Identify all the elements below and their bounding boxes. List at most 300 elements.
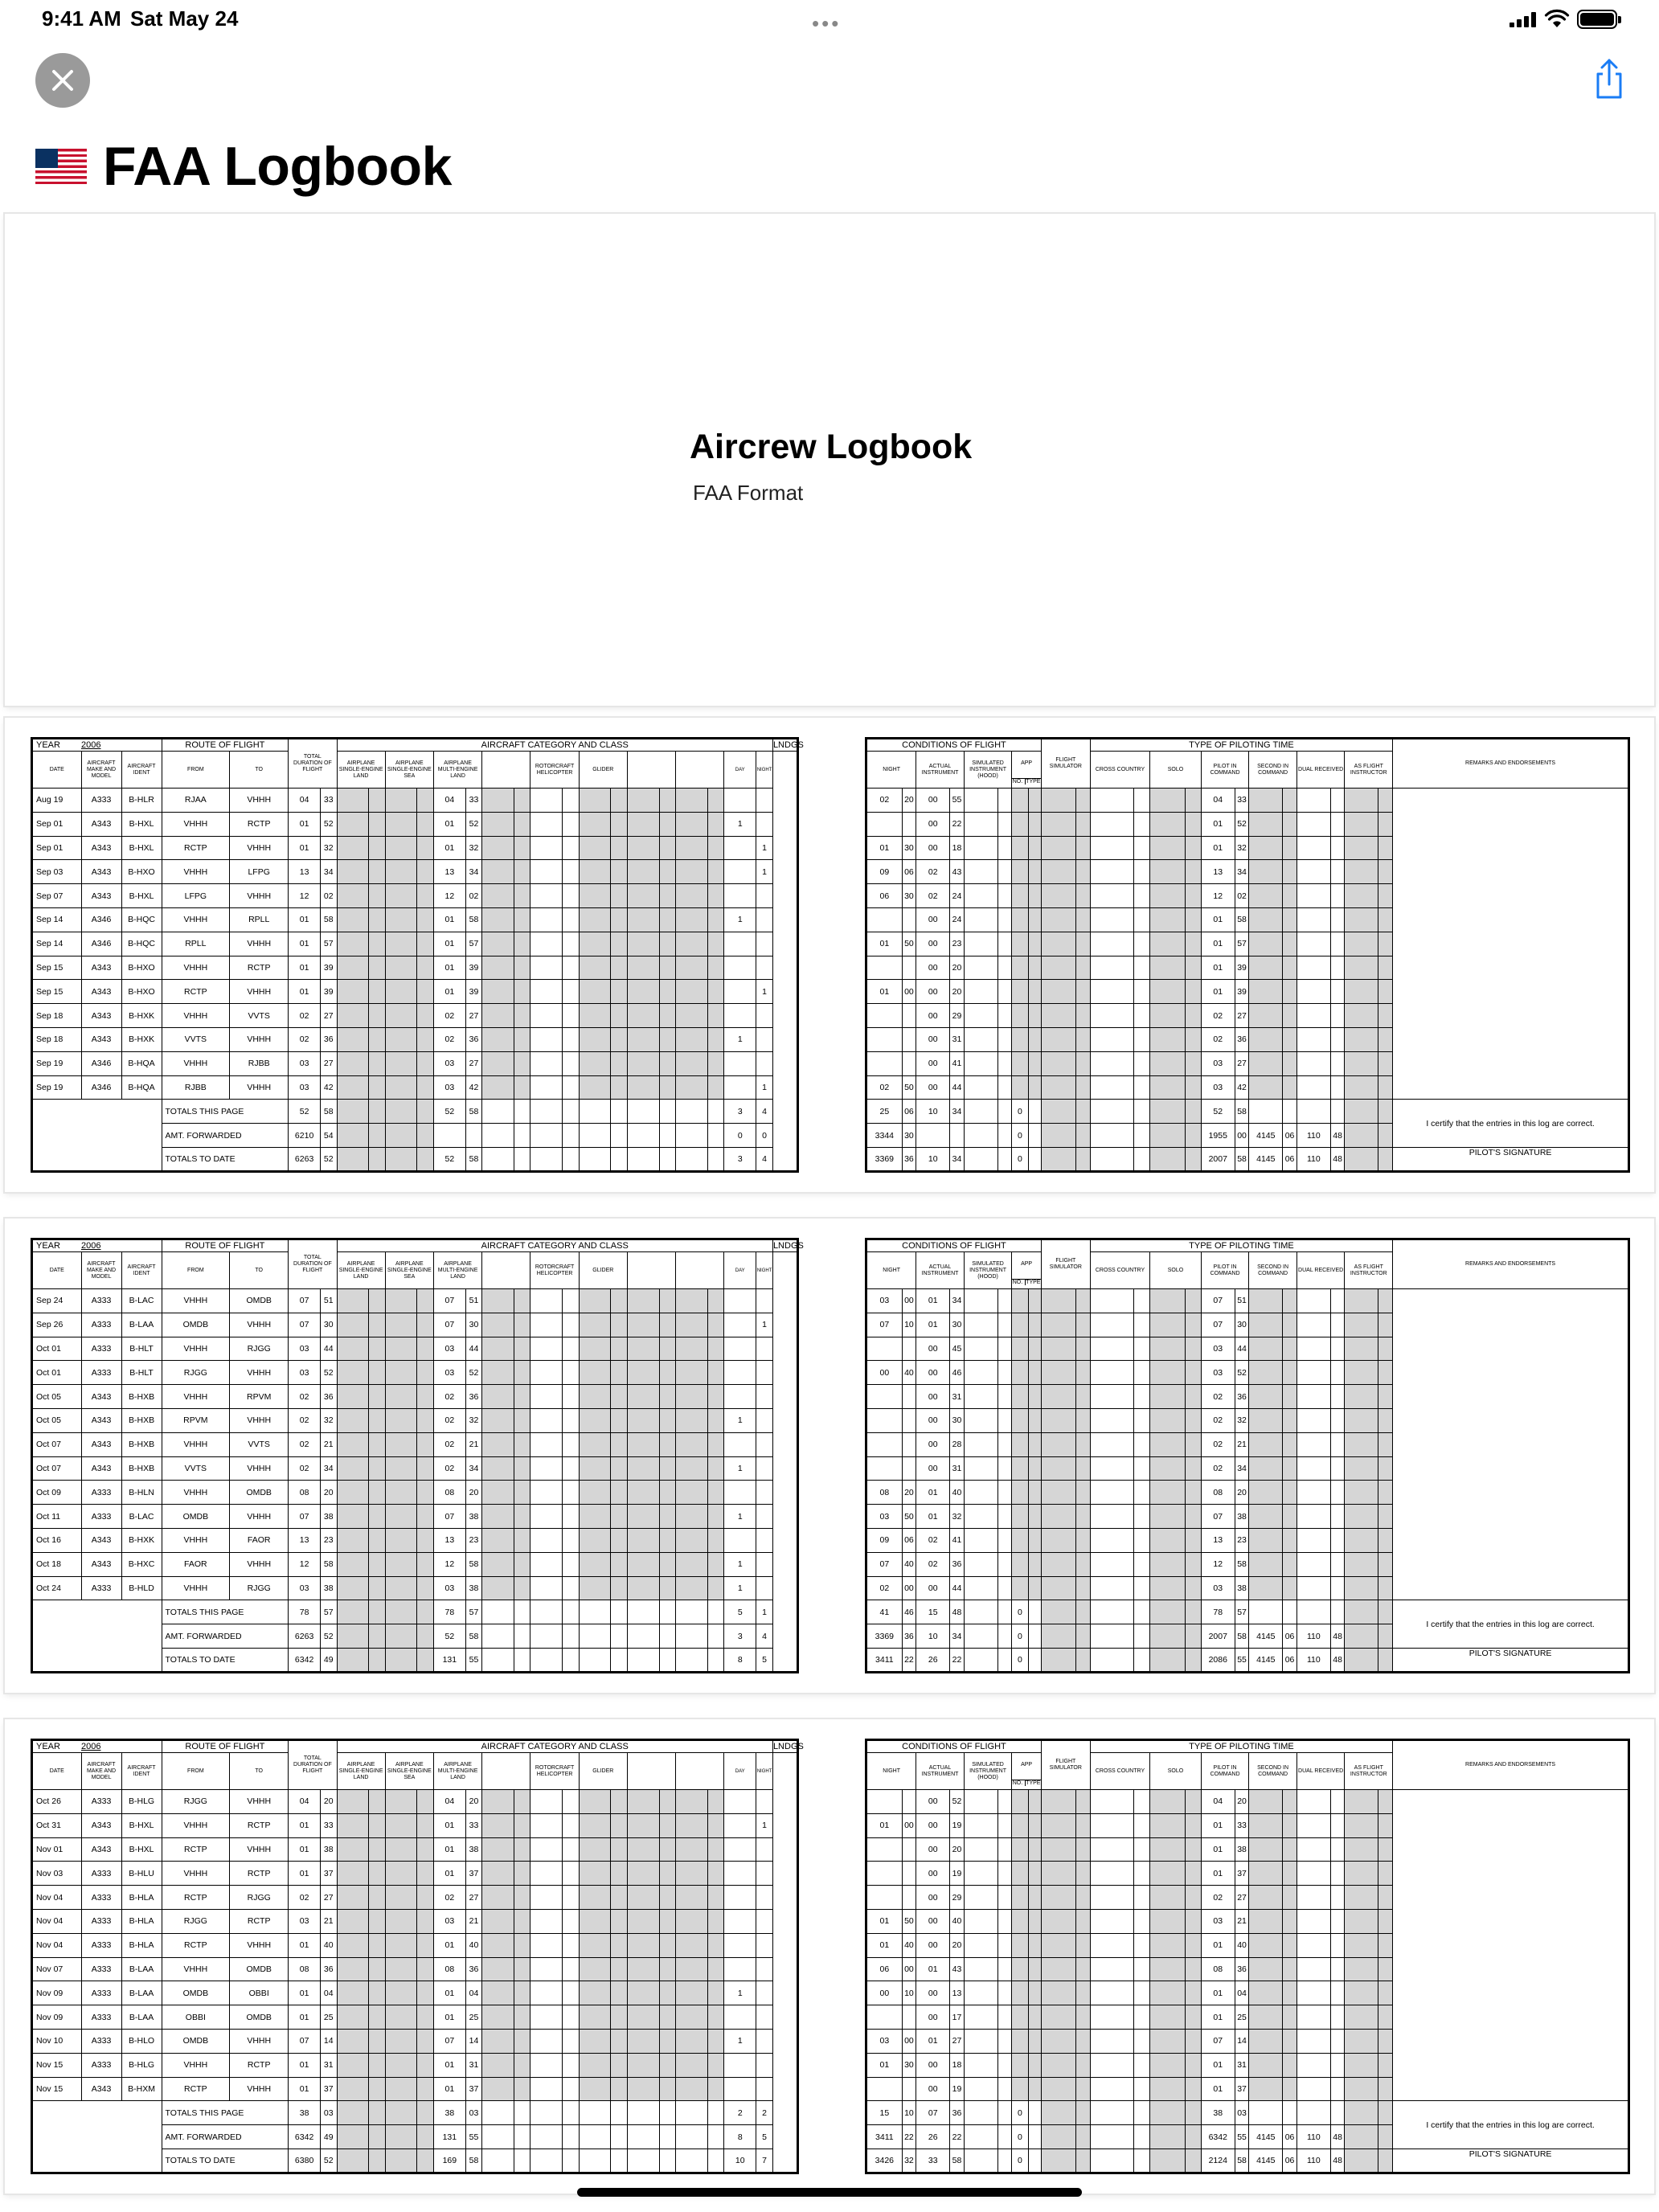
- flight-reg-cell: B-HXL: [121, 1813, 162, 1837]
- empty-cell: [1185, 860, 1201, 884]
- empty-cell: [482, 2149, 514, 2173]
- flight-date-cell: Sep 07: [32, 884, 82, 908]
- logbook-page[interactable]: [5, 1219, 1654, 1693]
- minutes-cell: 30: [320, 1313, 337, 1337]
- empty-cell: [337, 1862, 369, 1886]
- empty-cell: [659, 1456, 676, 1481]
- empty-cell: [1133, 1933, 1149, 1957]
- day-landings-cell: [724, 1432, 756, 1456]
- empty-cell: [1012, 884, 1028, 908]
- empty-cell: [1283, 1837, 1297, 1862]
- empty-cell: [627, 2029, 659, 2053]
- empty-cell: [530, 1981, 563, 2005]
- empty-cell: [1378, 1051, 1393, 1075]
- flight-reg-cell: B-HXB: [121, 1456, 162, 1481]
- ident-header: AIRCRAFT IDENT: [121, 1252, 162, 1289]
- empty-cell: [337, 1289, 369, 1313]
- empty-cell: [385, 1552, 417, 1576]
- dual-header: DUAL RECEIVED: [1296, 752, 1345, 789]
- flight-type-cell: A333: [81, 1361, 121, 1385]
- empty-cell: [1249, 1886, 1283, 1910]
- empty-cell: [1378, 1075, 1393, 1100]
- minutes-cell: 34: [1235, 1456, 1249, 1481]
- app-type-label: TYPE: [1026, 1279, 1041, 1285]
- minutes-cell: 00: [902, 1576, 916, 1600]
- night-landings-cell: [756, 1289, 773, 1313]
- empty-cell: [1283, 1361, 1297, 1385]
- empty-cell: [1028, 1862, 1041, 1886]
- minutes-cell: 36: [1235, 1027, 1249, 1051]
- empty-cell: [369, 1886, 386, 1910]
- minutes-cell: 22: [902, 2125, 916, 2149]
- empty-cell: [1041, 1981, 1075, 2005]
- flight-row: [866, 1909, 1629, 1933]
- flight-reg-cell: B-HLR: [121, 789, 162, 813]
- make-model-header: AIRCRAFT MAKE AND MODEL: [81, 1252, 121, 1289]
- empty-cell: [611, 1648, 628, 1672]
- empty-cell: [514, 1147, 530, 1171]
- flight-row: [866, 836, 1629, 860]
- empty-cell: [1345, 1147, 1378, 1171]
- empty-cell: [385, 2053, 417, 2077]
- empty-cell: [514, 1886, 530, 1910]
- empty-cell: [1345, 1552, 1378, 1576]
- empty-cell: [659, 1624, 676, 1649]
- cross-country-header: CROSS COUNTRY: [1090, 1252, 1149, 1289]
- empty-cell: [659, 1313, 676, 1337]
- empty-cell: [1041, 789, 1075, 813]
- day-landings-header: DAY: [724, 1252, 756, 1289]
- empty-cell: [1133, 1648, 1149, 1672]
- empty-cell: [1090, 789, 1133, 813]
- night-landings-cell: 1: [756, 860, 773, 884]
- minutes-cell: 06: [902, 860, 916, 884]
- minutes-cell: 34: [950, 1100, 965, 1124]
- empty-cell: [1133, 1385, 1149, 1409]
- empty-cell: [707, 2101, 724, 2125]
- minutes-cell: 39: [320, 956, 337, 980]
- empty-cell: [1012, 1886, 1028, 1910]
- flight-to-cell: VHHH: [230, 2077, 289, 2101]
- empty-cell: [530, 1505, 563, 1529]
- empty-cell: [659, 1886, 676, 1910]
- empty-cell: [1378, 860, 1393, 884]
- empty-cell: [964, 1624, 997, 1649]
- empty-cell: [1090, 1075, 1133, 1100]
- empty-cell: [997, 1957, 1012, 1981]
- empty-cell: [1330, 812, 1345, 836]
- wifi-icon: [1545, 8, 1569, 29]
- empty-cell: [1185, 1886, 1201, 1910]
- flight-type-cell: A343: [81, 1432, 121, 1456]
- hours-cell: 02: [433, 1385, 465, 1409]
- flight-row: [866, 1981, 1629, 2005]
- empty-cell: [964, 812, 997, 836]
- hours-cell: 110: [1296, 2149, 1330, 2173]
- empty-cell: [369, 2029, 386, 2053]
- hours-cell: 01: [1201, 2053, 1235, 2077]
- approaches-header: [1012, 1753, 1042, 1790]
- empty-cell: [369, 884, 386, 908]
- title-text: FAA Logbook: [103, 136, 452, 197]
- empty-cell: [1041, 2125, 1075, 2149]
- empty-cell: [1296, 1027, 1330, 1051]
- empty-cell: [563, 1576, 580, 1600]
- empty-cell: [707, 1432, 724, 1456]
- empty-cell: [563, 1957, 580, 1981]
- empty-cell: [659, 1075, 676, 1100]
- empty-cell: [1090, 1813, 1133, 1837]
- empty-cell: [627, 836, 659, 860]
- empty-cell: [1283, 1027, 1297, 1051]
- totals-row: [866, 1100, 1629, 1124]
- remarks-cell: [1393, 907, 1629, 932]
- empty-cell: [1133, 2101, 1149, 2125]
- minutes-cell: 40: [320, 1933, 337, 1957]
- approaches-total: 0: [1012, 1124, 1028, 1148]
- flight-from-cell: VVTS: [162, 1456, 230, 1481]
- minutes-cell: 36: [902, 1147, 916, 1171]
- empty-cell: [964, 1051, 997, 1075]
- empty-cell: [1133, 2125, 1149, 2149]
- category-header: AIRCRAFT CATEGORY AND CLASS: [337, 739, 772, 752]
- empty-cell: [417, 1051, 434, 1075]
- empty-cell: [964, 2101, 997, 2125]
- empty-cell: [482, 1600, 514, 1624]
- empty-cell: [1090, 1981, 1133, 2005]
- night-landings-cell: [756, 1790, 773, 1814]
- empty-cell: [964, 2077, 997, 2101]
- hours-cell: 03: [289, 1361, 321, 1385]
- empty-cell: [964, 1909, 997, 1933]
- logbook-page[interactable]: [5, 1719, 1654, 2194]
- empty-cell: [1090, 1790, 1133, 1814]
- empty-cell: [659, 884, 676, 908]
- empty-cell: [337, 1576, 369, 1600]
- empty-cell: [627, 1528, 659, 1552]
- empty-cell: [369, 1027, 386, 1051]
- empty-cell: [997, 860, 1012, 884]
- empty-cell: [563, 1552, 580, 1576]
- empty-cell: [1249, 1289, 1283, 1313]
- empty-cell: [1028, 812, 1041, 836]
- flight-row: [32, 2053, 798, 2077]
- empty-cell: [964, 2029, 997, 2053]
- year-header: [32, 1239, 162, 1252]
- hours-cell: 52: [433, 1100, 465, 1124]
- hours-cell: 13: [1201, 1528, 1235, 1552]
- flight-reg-cell: B-HQA: [121, 1051, 162, 1075]
- minutes-cell: 40: [902, 1552, 916, 1576]
- empty-cell: [627, 2125, 659, 2149]
- empty-cell: [997, 1124, 1012, 1148]
- empty-cell: [1076, 1624, 1091, 1649]
- year-label: YEAR: [36, 740, 60, 750]
- to-header: TO: [230, 1252, 289, 1289]
- close-button[interactable]: [35, 53, 90, 108]
- empty-cell: [676, 1790, 708, 1814]
- hours-cell: 01: [916, 1289, 950, 1313]
- hours-cell: 00: [866, 1981, 903, 2005]
- empty-cell: [1249, 1909, 1283, 1933]
- empty-cell: [1296, 2005, 1330, 2030]
- flight-row: [32, 1933, 798, 1957]
- night-landings-cell: [756, 1385, 773, 1409]
- empty-cell: [676, 1552, 708, 1576]
- flight-to-cell: VHHH: [230, 1505, 289, 1529]
- flight-type-cell: A333: [81, 2005, 121, 2030]
- flight-from-cell: RCTP: [162, 836, 230, 860]
- empty-cell: [997, 2077, 1012, 2101]
- hours-cell: 4145: [1249, 2125, 1283, 2149]
- empty-cell: [659, 1147, 676, 1171]
- empty-cell: [707, 1862, 724, 1886]
- empty-cell: [1012, 836, 1028, 860]
- remarks-cell: [1393, 1576, 1629, 1600]
- hours-cell: 04: [289, 1790, 321, 1814]
- minutes-cell: 30: [902, 884, 916, 908]
- hours-cell: [866, 1456, 903, 1481]
- empty-cell: [514, 860, 530, 884]
- night-landings-cell: [756, 1027, 773, 1051]
- flight-reg-cell: B-HXK: [121, 1027, 162, 1051]
- empty-cell: [611, 1505, 628, 1529]
- empty-cell: [1296, 1981, 1330, 2005]
- minutes-cell: 32: [320, 1408, 337, 1432]
- flight-to-cell: RJBB: [230, 1051, 289, 1075]
- empty-cell: [1028, 956, 1041, 980]
- empty-cell: [1345, 1648, 1378, 1672]
- minutes-cell: 58: [1235, 907, 1249, 932]
- empty-cell: [1378, 932, 1393, 956]
- empty-cell: [369, 1933, 386, 1957]
- empty-cell: [1185, 932, 1201, 956]
- share-button[interactable]: [1591, 58, 1627, 100]
- empty-cell: [579, 2005, 611, 2030]
- remarks-cell: [1393, 1837, 1629, 1862]
- remarks-cell: [1393, 1408, 1629, 1432]
- empty-cell: [1296, 836, 1330, 860]
- minutes-cell: 20: [902, 789, 916, 813]
- empty-cell: [1133, 1481, 1149, 1505]
- hours-cell: 01: [433, 2053, 465, 2077]
- empty-cell: [514, 836, 530, 860]
- empty-cell: [417, 1408, 434, 1432]
- minutes-cell: 51: [320, 1289, 337, 1313]
- empty-cell: [563, 2053, 580, 2077]
- day-landings-cell: [724, 1075, 756, 1100]
- flight-row: [866, 1313, 1629, 1337]
- empty-cell: [1345, 1886, 1378, 1910]
- empty-cell: [611, 907, 628, 932]
- empty-cell: [1345, 1456, 1378, 1481]
- empty-cell: [530, 1909, 563, 1933]
- empty-cell: [1041, 1600, 1075, 1624]
- empty-cell: [1330, 1027, 1345, 1051]
- empty-cell: [997, 1289, 1012, 1313]
- hours-cell: 01: [1201, 1981, 1235, 2005]
- empty-cell: [514, 1909, 530, 1933]
- home-indicator[interactable]: [577, 2188, 1082, 2197]
- hours-cell: [866, 1790, 903, 1814]
- empty-cell: [563, 1456, 580, 1481]
- empty-cell: [514, 2029, 530, 2053]
- empty-cell: [385, 907, 417, 932]
- hours-cell: 01: [866, 836, 903, 860]
- empty-cell: [1296, 1385, 1330, 1409]
- flight-row: [32, 812, 798, 836]
- empty-cell: [1041, 1648, 1075, 1672]
- empty-cell: [514, 1600, 530, 1624]
- flight-type-cell: A343: [81, 980, 121, 1004]
- empty-cell: [579, 956, 611, 980]
- empty-cell: [337, 1505, 369, 1529]
- empty-cell: [611, 1886, 628, 1910]
- empty-cell: [1249, 1313, 1283, 1337]
- totals-label: TOTALS TO DATE: [162, 2149, 289, 2173]
- empty-cell: [337, 1456, 369, 1481]
- empty-cell: [1076, 1528, 1091, 1552]
- multitasking-dots-icon[interactable]: •••: [812, 11, 842, 35]
- empty-cell: [1041, 2149, 1075, 2173]
- flight-to-cell: RPVM: [230, 1385, 289, 1409]
- empty-cell: [417, 1505, 434, 1529]
- minutes-cell: 21: [320, 1909, 337, 1933]
- hours-cell: 07: [1201, 1313, 1235, 1337]
- empty-cell: [997, 1505, 1012, 1529]
- hours-cell: 02: [289, 1408, 321, 1432]
- empty-cell: [1012, 1790, 1028, 1814]
- cfi-header: AS FLIGHT INSTRUCTOR: [1345, 1753, 1393, 1790]
- empty-cell: [1028, 836, 1041, 860]
- hours-cell: 02: [866, 789, 903, 813]
- empty-cell: [1249, 1337, 1283, 1361]
- piloting-header: TYPE OF PILOTING TIME: [1090, 1239, 1392, 1252]
- empty-cell: [707, 1886, 724, 1910]
- empty-cell: [337, 789, 369, 813]
- flight-reg-cell: B-HXL: [121, 812, 162, 836]
- empty-cell: [1090, 1027, 1133, 1051]
- empty-cell: [611, 1957, 628, 1981]
- minutes-cell: 20: [950, 1837, 965, 1862]
- hours-cell: 6210: [289, 1124, 321, 1148]
- hours-cell: 02: [433, 1408, 465, 1432]
- empty-cell: [1185, 1576, 1201, 1600]
- empty-cell: [997, 2101, 1012, 2125]
- hours-cell: 2007: [1201, 1624, 1235, 1649]
- empty-cell: [1150, 1481, 1185, 1505]
- empty-cell: [385, 860, 417, 884]
- hours-cell: 03: [433, 1576, 465, 1600]
- hours-cell: 01: [433, 1933, 465, 1957]
- empty-cell: [997, 1004, 1012, 1028]
- empty-cell: [1249, 1385, 1283, 1409]
- empty-cell: [563, 1862, 580, 1886]
- hours-cell: 00: [916, 1456, 950, 1481]
- empty-cell: [1028, 884, 1041, 908]
- empty-cell: [659, 860, 676, 884]
- empty-cell: [1150, 1624, 1185, 1649]
- flight-row: [866, 2029, 1629, 2053]
- empty-cell: [964, 1456, 997, 1481]
- cover-page[interactable]: [5, 214, 1654, 706]
- flight-row: [32, 932, 798, 956]
- flight-row: [32, 1481, 798, 1505]
- empty-cell: [1012, 1528, 1028, 1552]
- empty-cell: [1185, 1051, 1201, 1075]
- empty-cell: [611, 932, 628, 956]
- approaches-total: 0: [1012, 2125, 1028, 2149]
- hours-cell: 01: [866, 932, 903, 956]
- empty-cell: [482, 1337, 514, 1361]
- empty-cell: [1296, 1361, 1330, 1385]
- minutes-cell: 32: [465, 836, 482, 860]
- empty-cell: [530, 2101, 563, 2125]
- empty-cell: [627, 2101, 659, 2125]
- empty-cell: [514, 1337, 530, 1361]
- empty-cell: [1378, 1957, 1393, 1981]
- hours-cell: 01: [866, 2053, 903, 2077]
- flight-row: [32, 1790, 798, 1814]
- empty-cell: [1076, 956, 1091, 980]
- empty-cell: [1296, 789, 1330, 813]
- empty-cell: [530, 812, 563, 836]
- minutes-cell: 02: [1235, 884, 1249, 908]
- empty-cell: [1150, 956, 1185, 980]
- empty-cell: [676, 789, 708, 813]
- hours-cell: 08: [1201, 1481, 1235, 1505]
- empty-cell: [563, 1981, 580, 2005]
- logbook-page[interactable]: [5, 718, 1654, 1192]
- hours-cell: 110: [1296, 1624, 1330, 1649]
- empty-cell: [627, 1361, 659, 1385]
- blank-header: [482, 1252, 530, 1289]
- empty-cell: [1012, 1957, 1028, 1981]
- flight-date-cell: Oct 05: [32, 1408, 82, 1432]
- minutes-cell: 10: [902, 2101, 916, 2125]
- empty-cell: [385, 1957, 417, 1981]
- empty-cell: [369, 1790, 386, 1814]
- empty-cell: [1345, 1957, 1378, 1981]
- minutes-cell: 52: [320, 812, 337, 836]
- night-landings-header: NIGHT: [756, 1252, 773, 1289]
- empty-cell: [1076, 1408, 1091, 1432]
- hours-cell: 00: [916, 1337, 950, 1361]
- empty-cell: [530, 1933, 563, 1957]
- hours-cell: 01: [289, 1933, 321, 1957]
- empty-cell: [1041, 1813, 1075, 1837]
- empty-cell: [997, 1886, 1012, 1910]
- empty-cell: [1076, 2149, 1091, 2173]
- hours-cell: 01: [1201, 956, 1235, 980]
- empty-cell: [1330, 884, 1345, 908]
- empty-cell: [707, 2029, 724, 2053]
- empty-cell: [1345, 932, 1378, 956]
- empty-cell: [707, 1051, 724, 1075]
- day-landings-cell: 1: [724, 1408, 756, 1432]
- empty-cell: [611, 789, 628, 813]
- empty-cell: [530, 1124, 563, 1148]
- empty-cell: [676, 2077, 708, 2101]
- empty-cell: [611, 860, 628, 884]
- empty-cell: [1041, 1408, 1075, 1432]
- empty-cell: [337, 1886, 369, 1910]
- totals-row: [866, 2101, 1629, 2125]
- minutes-cell: 04: [320, 1981, 337, 2005]
- empty-cell: [514, 2101, 530, 2125]
- hours-cell: 01: [1201, 812, 1235, 836]
- flight-date-cell: Oct 16: [32, 1528, 82, 1552]
